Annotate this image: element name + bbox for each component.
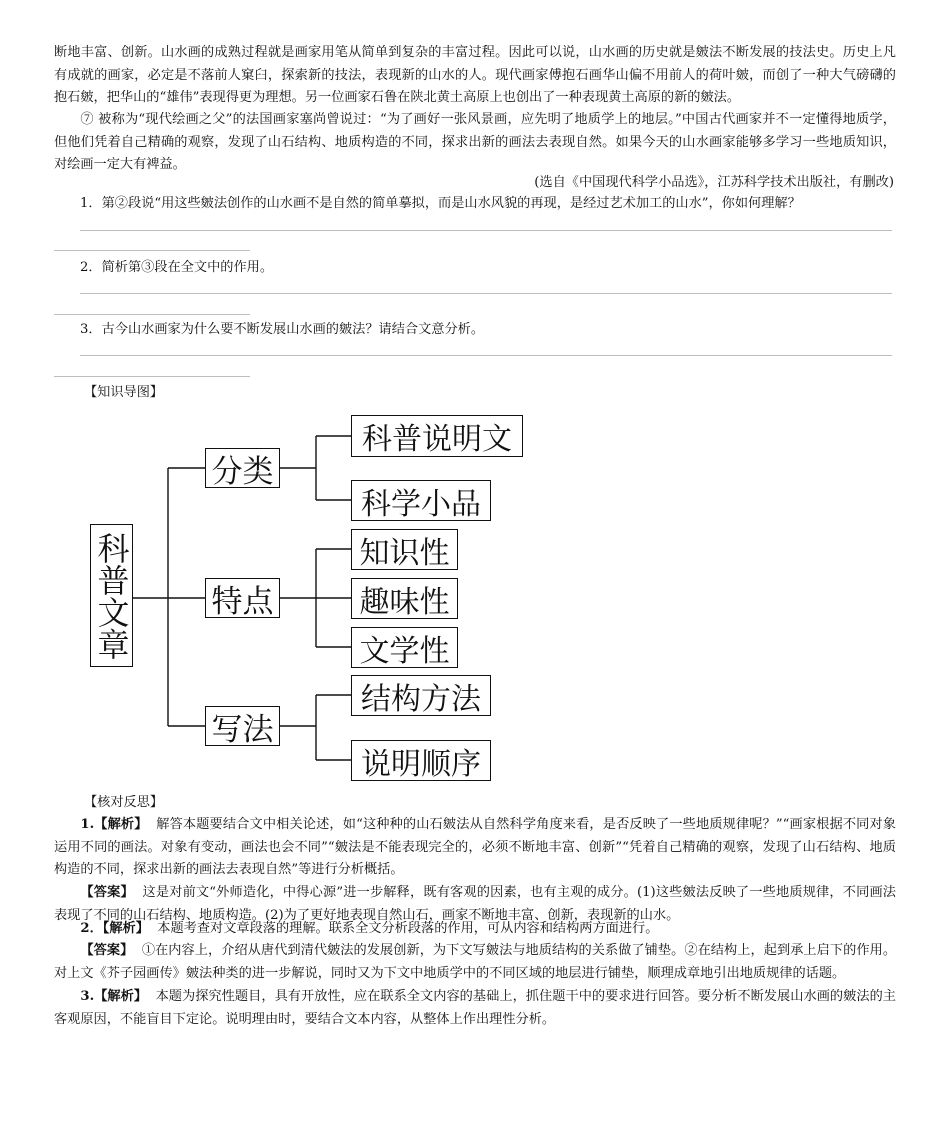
- question-3: 3．古今山水画家为什么要不断发展山水画的皴法？请结合文意分析。: [80, 322, 485, 337]
- mindmap-leaf: [351, 480, 491, 521]
- mindmap-root-label: 科普文章: [92, 531, 131, 660]
- mindmap-leaf: [351, 578, 458, 619]
- mindmap-leaf: [351, 627, 458, 668]
- mindmap-leaf: [351, 529, 458, 570]
- analysis-text: 解答本题要结合文中相关论述，如“这种种的山石皴法从自然科学角度来看，是否反映了一些地质规律呢？”“画家根据不同对象运用不同的画法。对象有变动，画法也会不同”“皴法是不能表现完全的，必须不断地丰富、创新”“凭着自己精确的观察，发现了山石结构、地质构造的不同，探求出新的画法去表现自然”等进行分析概括。: [54, 817, 896, 878]
- mindmap-root: [90, 524, 133, 667]
- mindmap-leaf-label: 知识性: [359, 535, 450, 571]
- mindmap-leaf-label: 科学小品: [361, 486, 481, 522]
- answer-line: [54, 376, 250, 377]
- answer-line: [54, 314, 250, 315]
- answer-line: [80, 230, 892, 231]
- mindmap-leaf: [351, 415, 523, 457]
- mindmap-branch-label: 分类: [211, 453, 274, 490]
- answers-heading: 【核对反思】: [84, 795, 164, 810]
- knowledge-map: [80, 405, 520, 785]
- mindmap-leaf: [351, 675, 491, 716]
- analysis-label: 3.【解析】: [80, 989, 148, 1004]
- mindmap-branch-label: 特点: [211, 583, 274, 620]
- answer-label: 【答案】: [80, 885, 134, 900]
- mindmap-leaf-label: 文学性: [359, 633, 450, 669]
- analysis-label: 1.【解析】: [80, 817, 148, 832]
- answer-text: ①在内容上，介绍从唐代到清代皴法的发展创新，为下文写皴法与地质结构的关系做了铺垫。②在结构上，起到承上启下的作用。对上文《芥子园画传》皴法种类的进一步解说，同时又为下文中地质学中的不同区域的地层进行铺垫，顺理成章地引出地质规律的话题。: [54, 943, 897, 981]
- analysis-text: 本题为探究性题目，具有开放性，应在联系全文内容的基础上，抓住题干中的要求进行回答。要分析不断发展山水画的皴法的主客观原因，不能盲目下定论。说明理由时，要结合文本内容，从整体上作出理性分析。: [54, 989, 896, 1027]
- knowledge-map-heading: 【知识导图】: [84, 385, 164, 400]
- mindmap-branch-writing: [205, 706, 280, 746]
- mindmap-leaf-label: 趣味性: [359, 584, 450, 620]
- answer-line: [80, 355, 892, 356]
- mindmap-leaf-label: 科普说明文: [362, 422, 512, 457]
- article-paragraph-6-tail: 断地丰富、创新。山水画的成熟过程就是画家用笔从简单到复杂的丰富过程。因此可以说，山水画的历史就是皴法不断发展的技法史。历史上凡有成就的画家，必定是不落前人窠臼，探索新的技法，表现新的山水的人。现代画家傅抱石画华山偏不用前人的荷叶皴，而创了一种大气磅礴的抱石皴，把华山的“雄伟”表现得更为理想。另一位画家石鲁在陕北黄土高原上也创出了一种表现黄土高原的新的皴法。: [54, 45, 896, 105]
- mindmap-branch-label: 写法: [211, 711, 274, 748]
- article-source: (选自《中国现代科学小品选》，江苏科学技术出版社，有删改): [534, 175, 894, 190]
- mindmap-leaf: [351, 740, 491, 781]
- article-paragraph-7: ⑦ 被称为“现代绘画之父”的法国画家塞尚曾说过：“为了画好一张风景画，应先明了地质学上的地层。”中国古代画家并不一定懂得地质学，但他们凭着自己精确的观察，发现了山石结构、地质构造的不同，探求出新的画法去表现自然。如果今天的山水画家能够多学习一些地质知识，对绘画一定大有裨益。: [54, 112, 896, 172]
- question-1: 1．第②段说“用这些皴法创作的山水画不是自然的简单摹拟，而是山水风貌的再现，是经过艺术加工的山水”，你如何理解？: [80, 196, 801, 211]
- answer-1-analysis: [54, 814, 896, 882]
- mindmap-leaf-label: 结构方法: [361, 681, 481, 717]
- analysis-label: 2．【解析】: [80, 921, 149, 936]
- answer-text: 这是对前文“外师造化，中得心源”进一步解释，既有客观的因素，也有主观的成分。(1)这些皴法反映了一些地质规律，不同画法表现了不同的山石结构、地质构造。(2)为了更好地表现自然山石，画家不断地丰富、创新，表现新的山水。: [54, 885, 896, 923]
- analysis-text: 本题考查对文章段落的理解。联系全文分析段落的作用，可从内容和结构两方面进行。: [157, 921, 659, 936]
- answer-line: [80, 293, 892, 294]
- answer-label: 【答案】: [80, 943, 134, 958]
- answer-3-analysis: [54, 986, 896, 1031]
- answer-2-analysis: [54, 918, 896, 941]
- mindmap-branch-classification: [205, 448, 280, 488]
- answer-2-answer: [54, 940, 896, 985]
- answer-line: [54, 250, 250, 251]
- mindmap-leaf-label: 说明顺序: [361, 746, 481, 782]
- mindmap-branch-features: [205, 578, 280, 618]
- question-2: 2．简析第③段在全文中的作用。: [80, 260, 274, 275]
